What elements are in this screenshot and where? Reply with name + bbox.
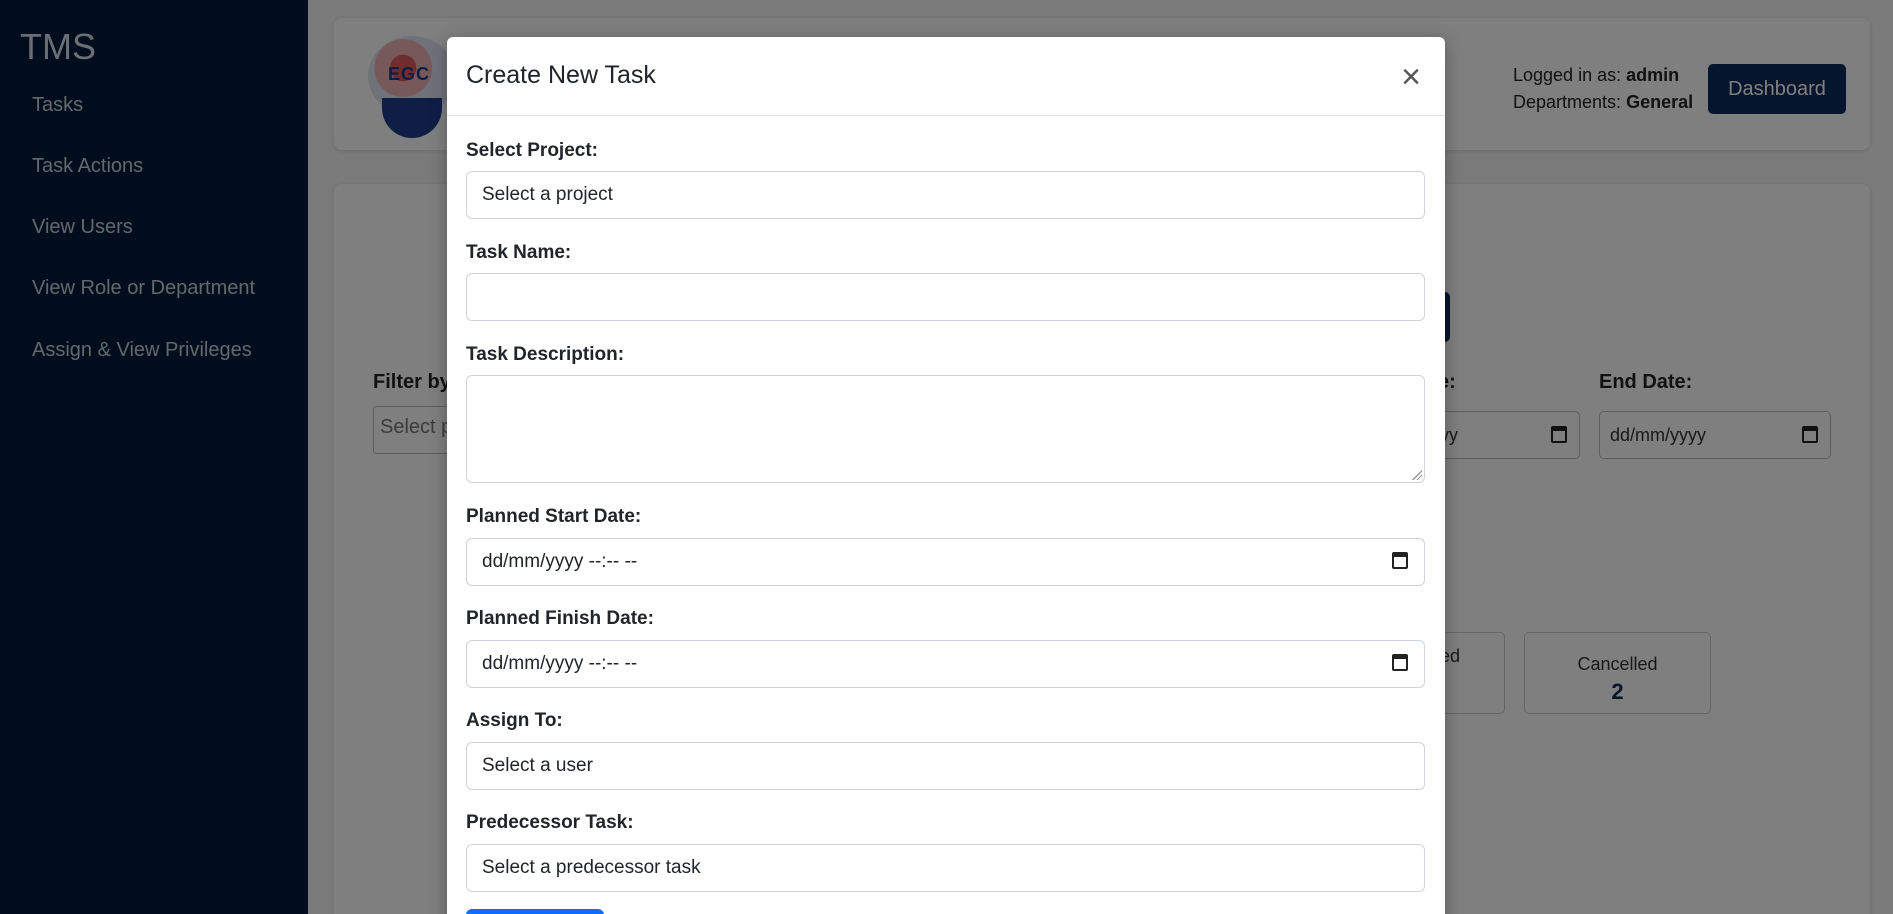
task-description-textarea[interactable]: [466, 375, 1425, 483]
task-name-label: Task Name:: [466, 242, 572, 263]
planned-finish-label: Planned Finish Date:: [466, 608, 654, 629]
task-description-label: Task Description:: [466, 344, 625, 365]
task-name-input[interactable]: [466, 273, 1425, 321]
modal-title: Create New Task: [466, 61, 656, 89]
planned-start-input[interactable]: [466, 538, 1425, 586]
planned-finish-value: dd/mm/yyyy --:-- --: [482, 653, 638, 674]
planned-start-label: Planned Start Date:: [466, 506, 642, 527]
project-label: Select Project:: [466, 140, 598, 161]
assign-to-label: Assign To:: [466, 710, 563, 731]
assign-to-select[interactable]: Select a user: [466, 742, 1425, 790]
resize-handle-icon[interactable]: [1412, 470, 1422, 480]
calendar-icon[interactable]: [1392, 654, 1408, 671]
planned-finish-input[interactable]: [466, 640, 1425, 688]
create-task-modal: [447, 37, 1445, 914]
planned-start-value: dd/mm/yyyy --:-- --: [482, 551, 638, 572]
close-icon[interactable]: ×: [1396, 62, 1426, 92]
predecessor-select[interactable]: Select a predecessor task: [466, 844, 1425, 892]
submit-button[interactable]: [466, 909, 604, 914]
modal-header: [447, 37, 1445, 116]
predecessor-label: Predecessor Task:: [466, 812, 634, 833]
calendar-icon[interactable]: [1392, 552, 1408, 569]
project-select[interactable]: Select a project: [466, 171, 1425, 219]
